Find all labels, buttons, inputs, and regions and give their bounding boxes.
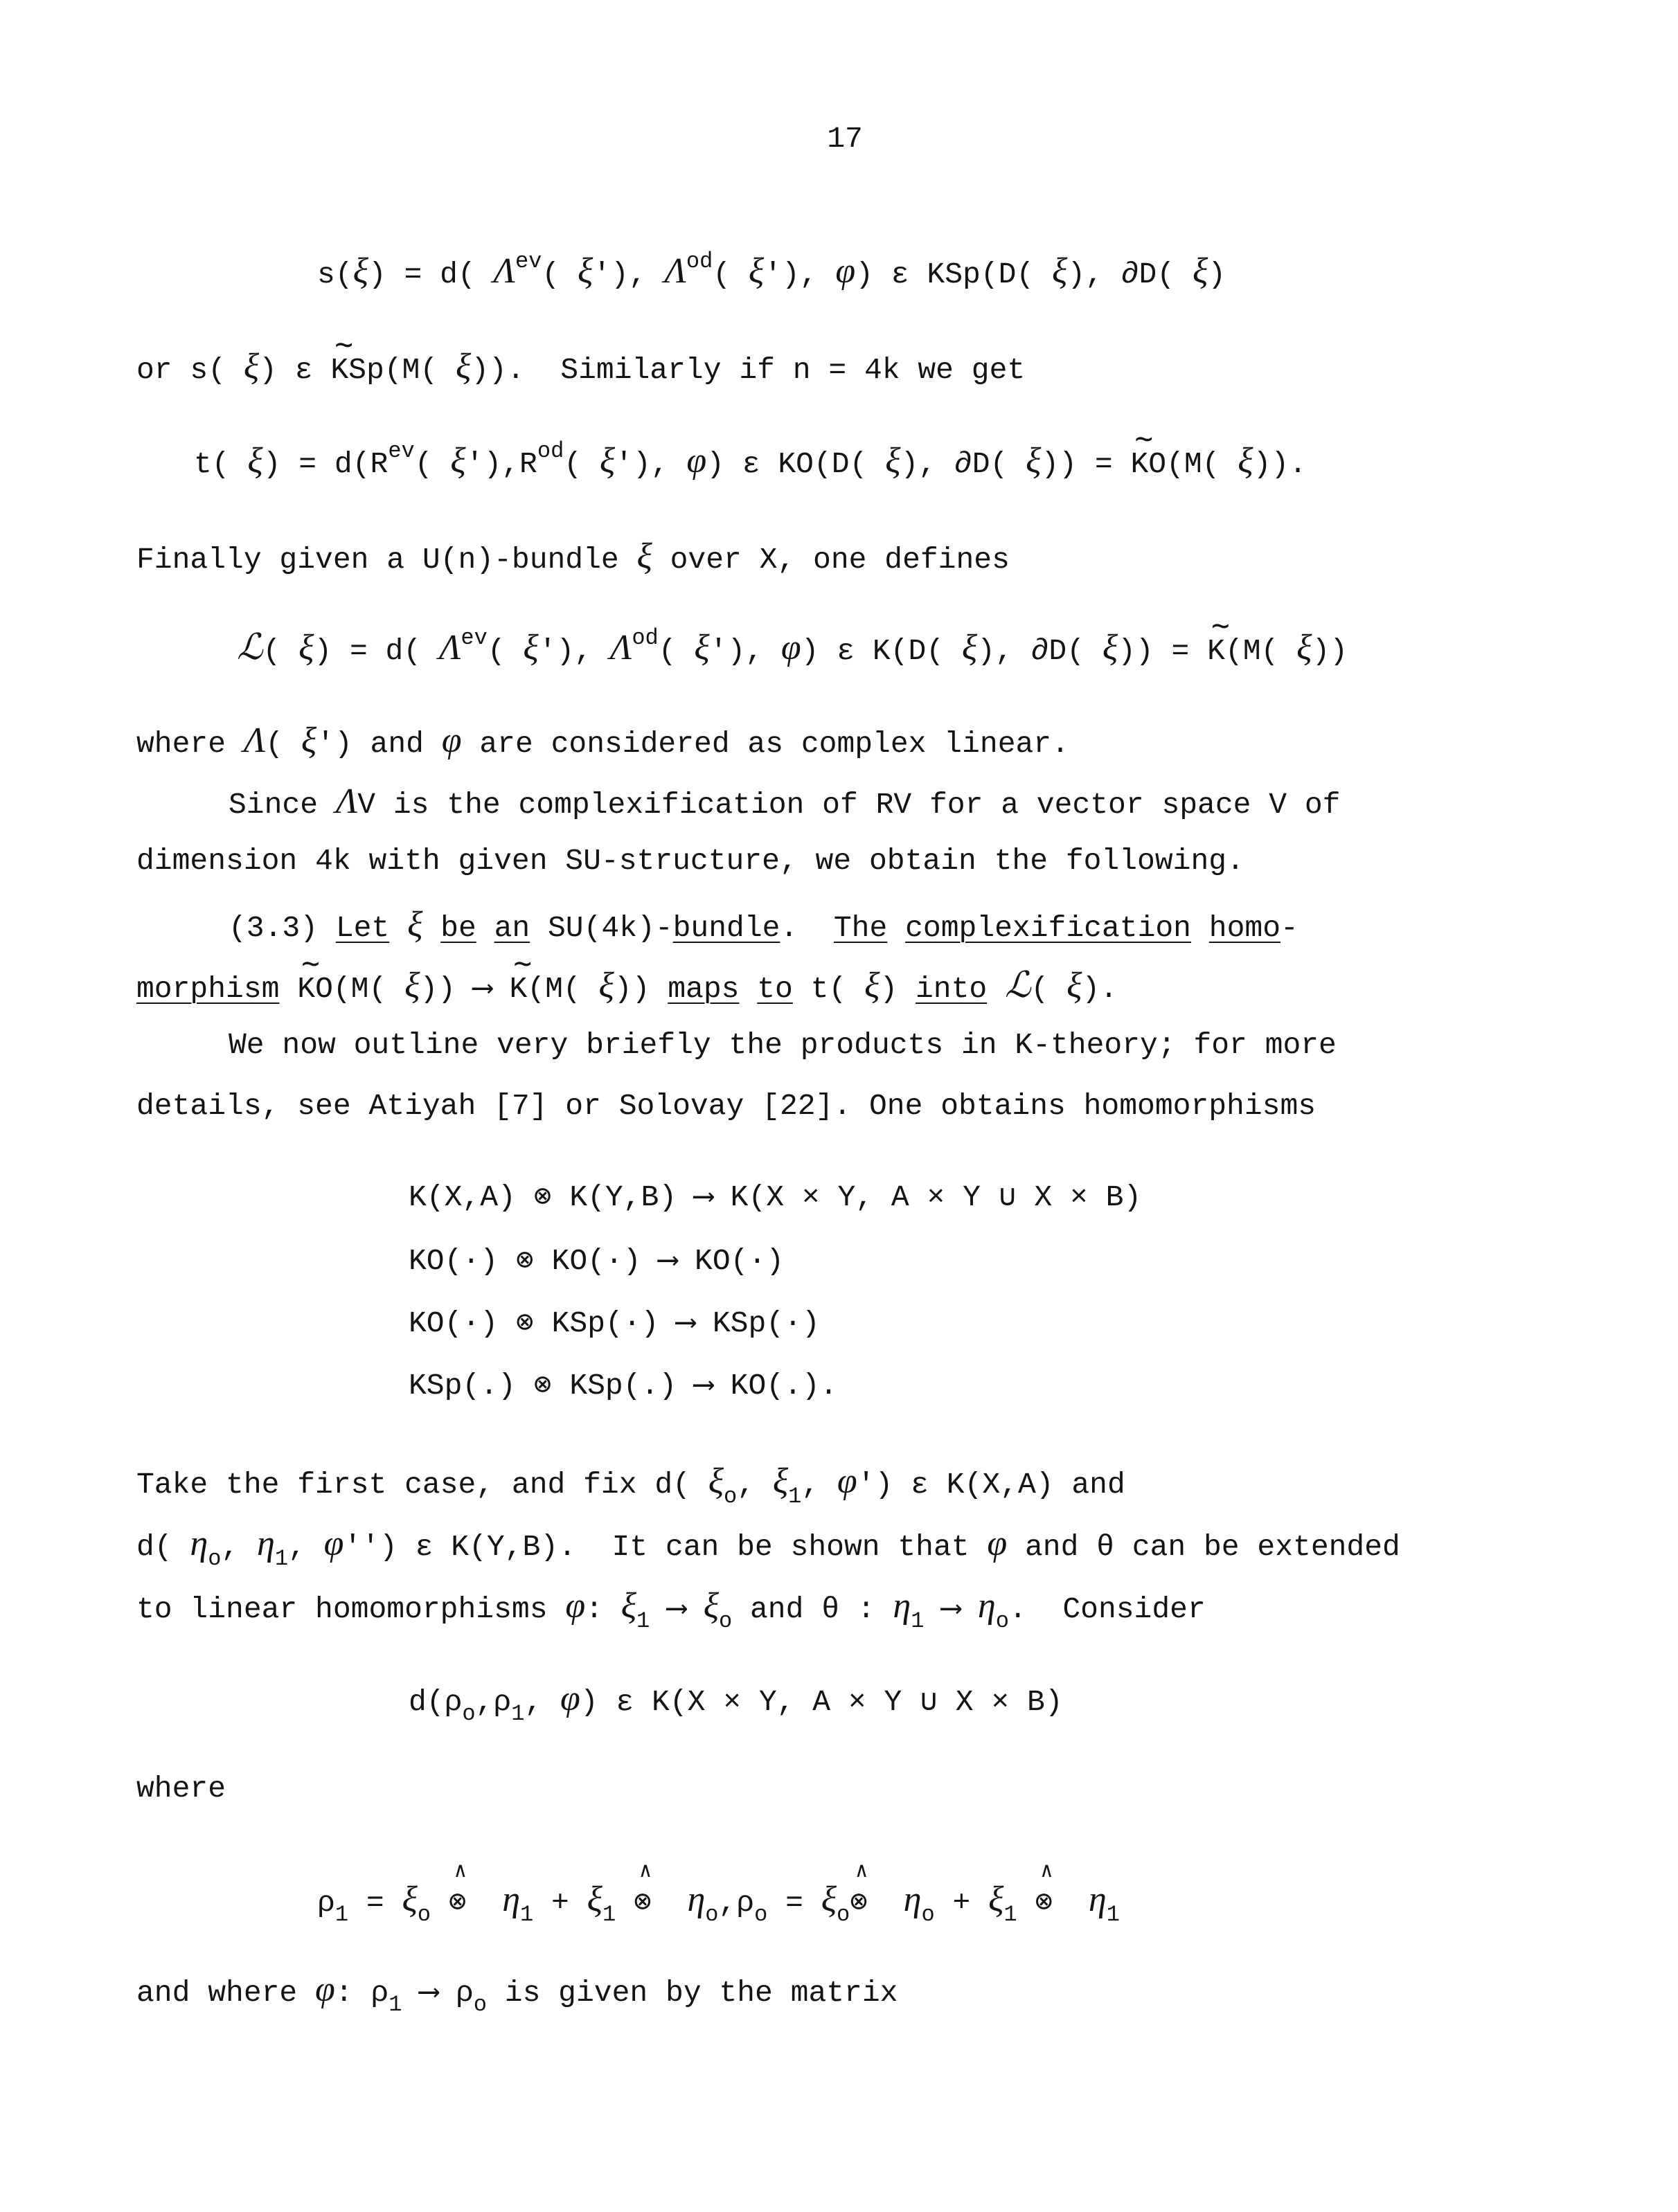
product-line-2: KO(·) ⊗ KO(·) ⟶ KO(·) [409, 1244, 785, 1278]
text-line-17: Take the first case, and fix d( $\xi_o$, $\xi_1$, φ') ε K(X,A) and [136, 1462, 1125, 1509]
text-line-23: and where φ: $\rho_1$ ⟶ $\rho_o$ is given by the matrix [136, 1970, 898, 2017]
text-line-8: dimension 4k with given SU-structure, we obtain the following. [136, 844, 1244, 878]
proposition-3-3-cont: morphism ∼ KO(M( ξ)) ⟶ ∼ K(M( ξ)) maps to t( ξ) into ℒ( ξ). [136, 968, 1118, 1004]
formula-t-xi: t( $\xi) = d(R^{ev}$( $\xi'),R^{od}$( ξ'), φ) ε KO(D( ξ), ∂D( ξ)) = ∼ KO(M( ξ)). [194, 443, 1307, 479]
product-line-3: KO(·) ⊗ KSp(·) ⟶ KSp(·) [409, 1306, 820, 1340]
text-line-6: where Λ( ξ') and φ are considered as complex linear. [136, 721, 1069, 761]
formula-l-xi: ℒ( ξ) = d( $\Lambda^{ev}$( ξ'), $\Lambda^{od}$( ξ'), φ) ε K(D( ξ), ∂D( ξ)) = ∼ K(M( ξ)) [237, 630, 1348, 666]
text-line-19: to linear homomorphisms φ: $\xi_1$ ⟶ $\xi_o$ and θ : $\eta_1$ ⟶ $\eta_o$. Consider [136, 1586, 1206, 1634]
text-line-12: details, see Atiyah [7] or Solovay [22]. One obtains homomorphisms [136, 1089, 1316, 1123]
text-line-4: Finally given a U(n)-bundle ξ over X, one defines [136, 537, 1010, 577]
proposition-3-3: (3.3) Let ξ be an SU(4k)-bundle. The complexification homo- [229, 905, 1298, 945]
text-line-21: where [136, 1772, 226, 1806]
formula-s-xi: s(ξ) = d( $\Lambda^{ev}$( ξ'), $\Lambda^{od}$( ξ'), φ) ε KSp(D( ξ), ∂D( ξ) [317, 249, 1226, 291]
text-line-7: Since ΛV is the complexification of RV for a vector space V of [229, 782, 1341, 822]
product-line-4: KSp(.) ⊗ KSp(.) ⟶ KO(.). [409, 1369, 838, 1403]
formula-rho: $\rho_1 = \xi_o$ ∧ ⊗ $\eta_1 + \xi_1$ ∧ ⊗ $\eta_o,\rho_o$ = $\xi_o\wedge$ ⊗ $\eta_o + \xi_1$ ∧ ⊗ $\eta_1$ [317, 1882, 1120, 1918]
text-line-18: d( $\eta_o$, $\eta_1$, φ'') ε K(Y,B). It can be shown that φ and θ can be extended [136, 1524, 1400, 1572]
formula-d-rho: $d(\rho_o,\rho_1$, φ) ε K(X × Y, A × Y ∪ X × B) [409, 1679, 1063, 1727]
text-line-2: or s( ξ) ε ∼ KSp(M( ξ)). Similarly if n = 4k we get [136, 349, 1025, 385]
product-line-1: K(X,A) ⊗ K(Y,B) ⟶ K(X × Y, A × Y ∪ X × B) [409, 1180, 1142, 1214]
text-line-11: We now outline very briefly the products in K-theory; for more [229, 1028, 1337, 1062]
page-number: 17 [827, 122, 863, 156]
